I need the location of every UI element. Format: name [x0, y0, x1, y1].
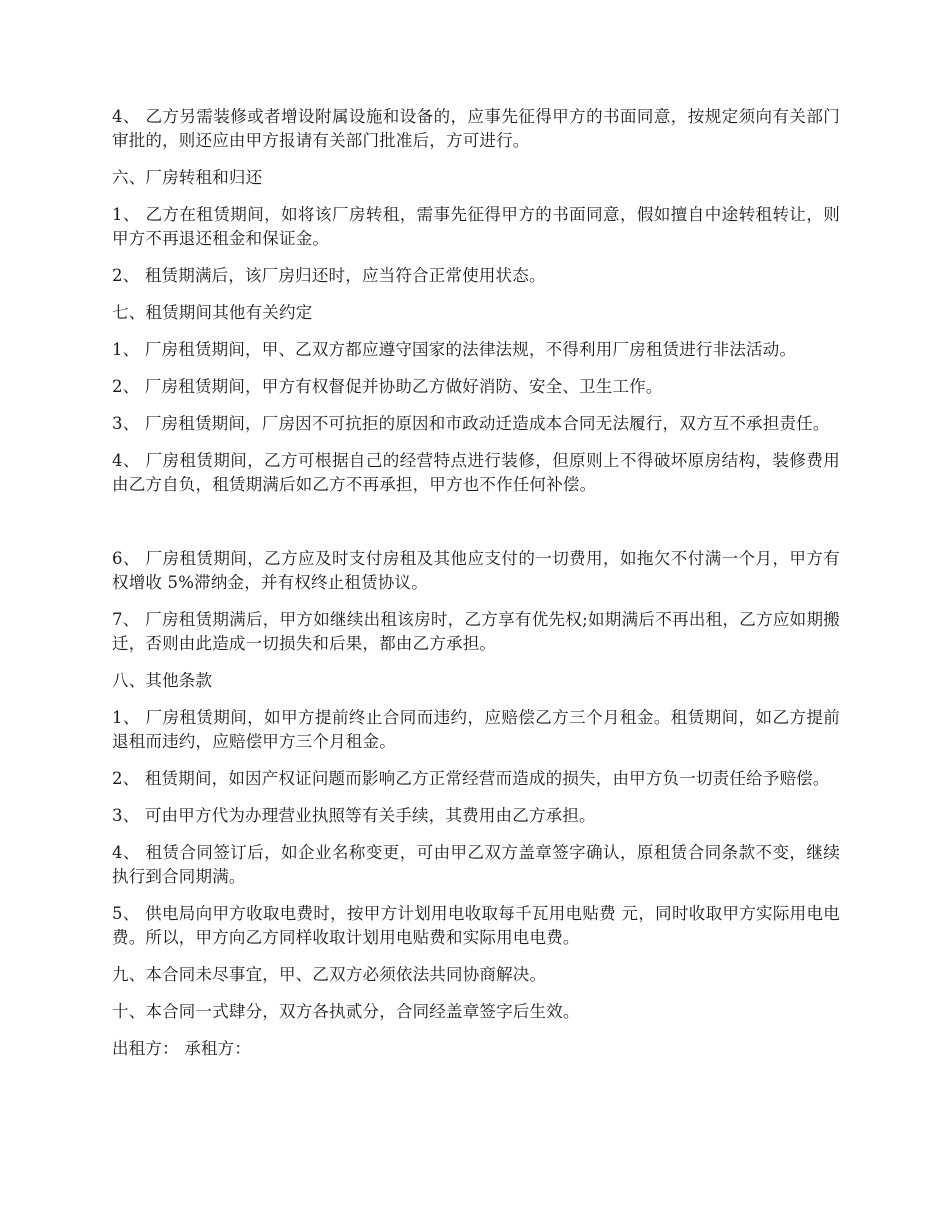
- clause-7-2: 2、 厂房租赁期间，甲方有权督促并协助乙方做好消防、安全、卫生工作。: [112, 377, 663, 396]
- clause-8-1: 1、 厂房租赁期间，如甲方提前终止合同而违约，应赔偿乙方三个月租金。租赁期间，如乙方提前退租而违约，应赔偿甲方三个月租金。: [112, 708, 840, 751]
- clause-8-5: 5、 供电局向甲方收取电费时，按甲方计划用电收取每千瓦用电贴费 元，同时收取甲方实际用电电费。所以，甲方向乙方同样收取计划用电贴费和实际用电电费。: [112, 904, 840, 947]
- clause-7-6: 6、 厂房租赁期间，乙方应及时支付房租及其他应支付的一切费用，如拖欠不付满一个月，甲方有权增收 5%滞纳金，并有权终止租赁协议。: [112, 549, 840, 592]
- section-10: 十、本合同一式肆分，双方各执贰分，合同经盖章签字后生效。: [112, 1002, 580, 1021]
- clause-7-3: 3、 厂房租赁期间，厂房因不可抗拒的原因和市政动迁造成本合同无法履行，双方互不承担责任。: [112, 414, 830, 433]
- section-7-heading: 七、租赁期间其他有关约定: [112, 303, 313, 322]
- clause-7-7: 7、 厂房租赁期满后，甲方如继续出租该房时，乙方享有优先权;如期满后不再出租，乙方应如期搬迁，否则由此造成一切损失和后果，都由乙方承担。: [112, 610, 840, 653]
- blank-gap: [112, 510, 840, 547]
- section-8-heading: 八、其他条款: [112, 671, 213, 690]
- section-9: 九、本合同未尽事宜，甲、乙双方必须依法共同协商解决。: [112, 965, 547, 984]
- clause-8-2: 2、 租赁期间，如因产权证问题而影响乙方正常经营而造成的损失，由甲方负一切责任给予赔偿。: [112, 769, 830, 788]
- clause-6-2: 2、 租赁期满后，该厂房归还时，应当符合正常使用状态。: [112, 266, 546, 285]
- clause-7-1: 1、 厂房租赁期间，甲、乙双方都应遵守国家的法律法规，不得利用厂房租赁进行非法活动。: [112, 340, 797, 359]
- clause-4-renovation: 4、 乙方另需装修或者增设附属设施和设备的，应事先征得甲方的书面同意，按规定须向有关部门审批的，则还应由甲方报请有关部门批准后，方可进行。: [112, 107, 840, 150]
- signature-line: 出租方： 承租方：: [112, 1039, 252, 1058]
- section-6-heading: 六、厂房转租和归还: [112, 168, 263, 187]
- clause-6-1: 1、 乙方在租赁期间，如将该厂房转租，需事先征得甲方的书面同意，假如擅自中途转租转让，则甲方不再退还租金和保证金。: [112, 205, 840, 248]
- clause-8-4: 4、 租赁合同签订后，如企业名称变更，可由甲乙双方盖章签字确认，原租赁合同条款不变，继续执行到合同期满。: [112, 843, 840, 886]
- clause-7-4: 4、 厂房租赁期间，乙方可根据自己的经营特点进行装修，但原则上不得破坏原房结构，装修费用由乙方自负，租赁期满后如乙方不再承担，甲方也不作任何补偿。: [112, 451, 840, 494]
- clause-8-3: 3、 可由甲方代为办理营业执照等有关手续，其费用由乙方承担。: [112, 806, 596, 825]
